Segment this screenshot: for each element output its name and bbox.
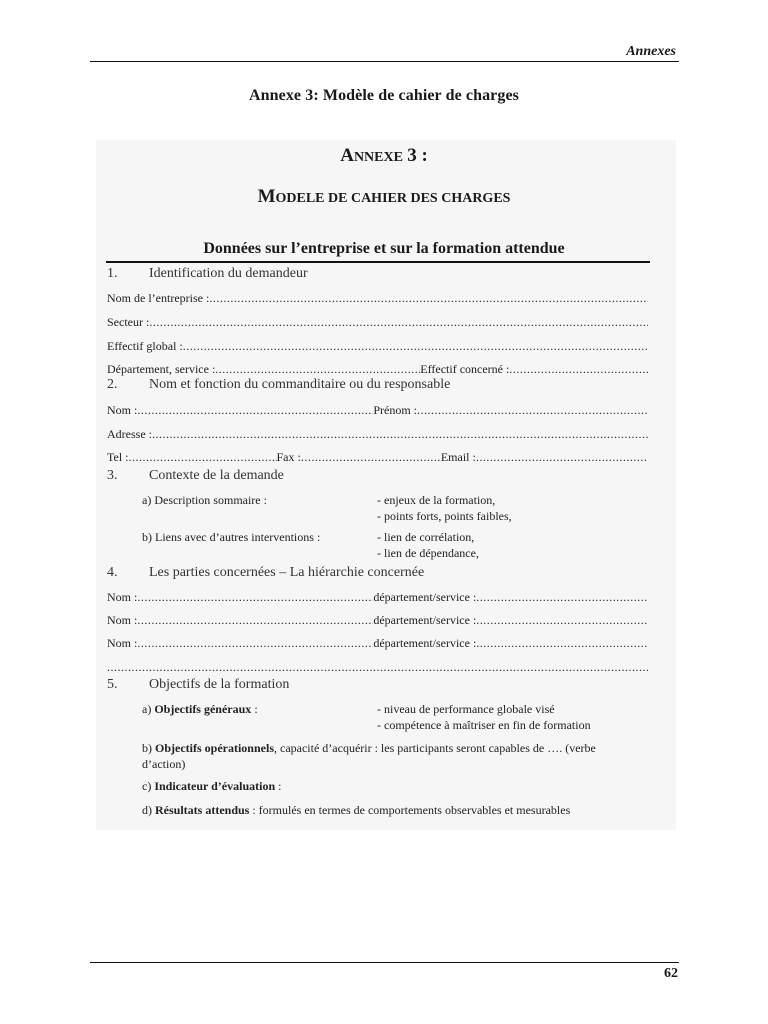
field-department-headcount[interactable]	[107, 362, 648, 377]
item-general-objectives-r2: - compétence à maîtriser en fin de formation	[377, 718, 591, 732]
fill-line[interactable]	[476, 590, 648, 605]
field-party-1[interactable]	[107, 590, 648, 605]
title-number: 3 :	[407, 145, 428, 166]
field-sector[interactable]	[107, 315, 648, 330]
item-general-objectives: a) Objectifs généraux :	[142, 702, 258, 716]
header-section-label: Annexes	[626, 44, 676, 59]
section-number: 3.	[107, 468, 118, 483]
field-label: Fax :	[276, 450, 301, 464]
section-2-heading	[107, 377, 450, 393]
section-number: 5.	[107, 677, 118, 692]
fill-line[interactable]	[129, 450, 277, 465]
section-1-heading	[107, 266, 308, 282]
field-label: Effectif global :	[107, 339, 183, 353]
section-title: Les parties concernées – La hiérarchie concernée	[149, 565, 425, 580]
field-label: Nom :	[107, 403, 138, 417]
fill-line[interactable]	[209, 291, 648, 306]
title-initial: A	[340, 145, 354, 166]
field-label: Adresse :	[107, 427, 152, 441]
section-4-heading	[107, 565, 424, 581]
item-expected-results: d) Résultats attendus : formulés en termes de comportements observables et mesurables	[142, 803, 571, 817]
field-label: Email :	[440, 450, 476, 464]
section-3-heading	[107, 468, 284, 484]
field-label: Tel :	[107, 450, 129, 464]
field-label: Nom de l’entreprise :	[107, 291, 210, 305]
field-label: Secteur :	[107, 315, 150, 329]
fill-line[interactable]	[301, 450, 441, 465]
fill-line[interactable]	[137, 590, 373, 605]
section-title: Nom et fonction du commanditaire ou du responsable	[149, 377, 451, 392]
footer-rule	[90, 962, 679, 963]
field-global-headcount[interactable]	[107, 339, 648, 354]
section-number: 1.	[107, 266, 118, 281]
item-links-r1: - lien de corrélation,	[377, 530, 475, 544]
fill-line[interactable]	[183, 339, 648, 354]
field-label: département/service :	[373, 590, 477, 604]
fill-line[interactable]	[417, 403, 648, 418]
item-links-r2: - lien de dépendance,	[377, 546, 479, 560]
field-party-extra[interactable]	[107, 660, 648, 675]
section-number: 2.	[107, 377, 118, 392]
title-initial: M	[257, 186, 276, 207]
page-number: 62	[664, 966, 678, 981]
annex-title: Annexe 3: Modèle de cahier de charges	[248, 87, 520, 104]
form-subtitle: Données sur l’entreprise et sur la formation attendue	[203, 240, 565, 257]
title-rest: NNEXE	[353, 150, 403, 165]
section-title: Objectifs de la formation	[149, 677, 290, 692]
header-rule	[90, 61, 679, 62]
fill-line[interactable]	[215, 362, 420, 377]
item-general-objectives-r1: - niveau de performance globale visé	[377, 702, 555, 716]
field-label: Nom :	[107, 590, 138, 604]
fill-line[interactable]	[137, 403, 373, 418]
field-party-3[interactable]	[107, 636, 648, 651]
fill-line[interactable]	[107, 660, 648, 675]
field-label: Nom :	[107, 636, 138, 650]
form-title-modele	[0, 186, 768, 208]
field-label: Département, service :	[107, 362, 216, 376]
field-label: Nom :	[107, 613, 138, 627]
field-label: Prénom :	[373, 403, 418, 417]
item-links-label: b) Liens avec d’autres interventions :	[142, 530, 321, 544]
field-label: département/service :	[373, 636, 477, 650]
fill-line[interactable]	[476, 450, 648, 465]
field-party-2[interactable]	[107, 613, 648, 628]
fill-line[interactable]	[476, 613, 648, 628]
field-tel-fax-email[interactable]	[107, 450, 648, 465]
fill-line[interactable]	[476, 636, 648, 651]
fill-line[interactable]	[137, 613, 373, 628]
form-title-annexe	[0, 145, 768, 167]
fill-line[interactable]	[509, 362, 648, 377]
item-operational-objectives: b) Objectifs opérationnels, capacité d’acquérir : les participants seront capables de …. (verbe d’action)	[142, 741, 596, 771]
title-rest: ODELE DE CAHIER DES CHARGES	[275, 191, 511, 206]
fill-line[interactable]	[149, 315, 648, 330]
field-label: département/service :	[373, 613, 477, 627]
field-company-name[interactable]	[107, 291, 648, 306]
form-subtitle-rule	[106, 261, 650, 263]
item-description-r2: - points forts, points faibles,	[377, 509, 512, 523]
section-5-heading	[107, 677, 289, 693]
item-evaluation-indicator: c) Indicateur d’évaluation :	[142, 779, 282, 793]
fill-line[interactable]	[152, 427, 648, 442]
section-title: Identification du demandeur	[149, 266, 308, 281]
section-number: 4.	[107, 565, 118, 580]
section-title: Contexte de la demande	[149, 468, 284, 483]
field-address[interactable]	[107, 427, 648, 442]
field-label: Effectif concerné :	[420, 362, 510, 376]
fill-line[interactable]	[137, 636, 373, 651]
item-description-r1: - enjeux de la formation,	[377, 493, 496, 507]
item-description-label: a) Description sommaire :	[142, 493, 267, 507]
field-name-firstname[interactable]	[107, 403, 648, 418]
